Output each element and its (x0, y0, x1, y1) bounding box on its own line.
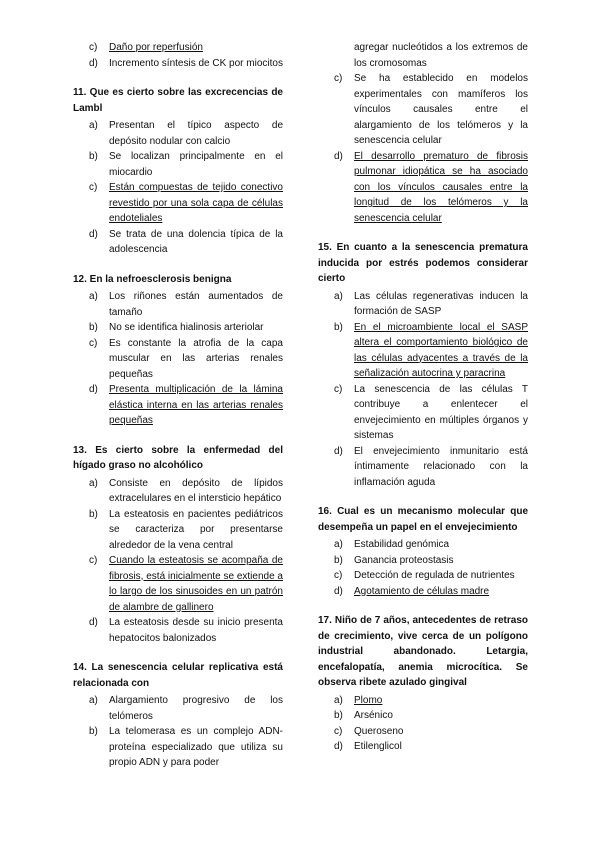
option (318, 537, 528, 553)
option (318, 289, 528, 320)
option-text: Detección de regulada de nutrientes (354, 570, 515, 581)
option-text-correct: Presenta multiplicación de la lámina elástica interna en las arterias renales pequeñas (109, 384, 283, 426)
option-text-correct: Agotamiento de células madre (354, 585, 490, 597)
question-title: 14. La senescencia celular replicativa está relacionada con (73, 662, 283, 689)
option-letter: c) (89, 182, 98, 193)
option-letter: d) (334, 150, 343, 162)
question-15 (318, 240, 528, 490)
option-letter: b) (89, 508, 98, 520)
option-text: Se localizan principalmente en el miocardio (109, 151, 283, 178)
option-text: Etilenglicol (354, 741, 402, 752)
option (318, 724, 528, 740)
question-14-continuation (318, 40, 528, 226)
question-14 (73, 660, 283, 771)
option-text: La esteatosis en pacientes pediátricos se caracteriza por presentarse alrededor de la vena central (109, 508, 283, 551)
option (73, 40, 283, 56)
option-text: Presentan el típico aspecto de depósito nodular con calcio (109, 120, 283, 147)
option-letter: c) (334, 383, 343, 395)
option (73, 382, 283, 429)
option-letter: b) (89, 726, 98, 737)
option-letter: c) (89, 555, 98, 566)
option-text-correct: Cuando la esteatosis se acompaña de fibrosis, está inicialmente se extiende a lo largo de los sinusoides en un patrón de alambre de gallinero (109, 555, 283, 613)
question-10-continuation (73, 40, 283, 71)
question-title: 15. En cuanto a la senescencia prematura inducida por estrés podemos considerar cierto (318, 242, 528, 284)
option-letter: d) (89, 57, 98, 69)
question-title: 13. Es cierto sobre la enfermedad del hígado graso no alcohólico (73, 444, 283, 471)
option-letter: a) (89, 695, 98, 706)
option (318, 693, 528, 709)
option-letter: d) (334, 585, 343, 597)
option (73, 289, 283, 320)
option-text: No se identifica hialinosis arteriolar (109, 322, 264, 333)
option-letter: c) (334, 570, 343, 581)
question-title: 16. Cual es un mecanismo molecular que desempeña un papel en el envejecimiento (318, 506, 528, 533)
question-title: 17. Niño de 7 años, antecedentes de retraso de crecimiento, vive cerca de un polígono industrial abandonado. Letargia, encefalopatía, anemia microcítica. Se observa ribete azulado gingival (318, 615, 528, 688)
option (73, 507, 283, 554)
option-letter: a) (89, 291, 98, 302)
option (73, 336, 283, 383)
option-letter: a) (334, 290, 343, 302)
option (318, 584, 528, 600)
option-letter: d) (89, 228, 98, 240)
option-letter: b) (89, 322, 98, 333)
question-13 (73, 443, 283, 647)
option-text-correct: Están compuestas de tejido conectivo revestido por una sola capa de células endoteliales (109, 182, 283, 224)
option-text: Ganancia proteostasis (354, 554, 454, 566)
option-text: Incremento síntesis de CK por miocitos (109, 57, 283, 69)
option (73, 56, 283, 72)
option (73, 227, 283, 258)
question-title: 11. Que es cierto sobre las excrecencias de Lambl (73, 87, 283, 114)
left-column (73, 40, 283, 785)
option (73, 693, 283, 724)
option-text: Arsénico (354, 710, 393, 721)
option-letter: d) (89, 384, 98, 395)
option-letter: a) (89, 120, 98, 131)
option (318, 320, 528, 382)
option-text: El envejecimiento inmunitario está íntimamente relacionado con la inflamación aguda (354, 445, 528, 488)
option-text: Se trata de una dolencia típica de la adolescencia (109, 228, 283, 255)
option-letter: c) (334, 725, 343, 737)
option-letter: b) (334, 710, 343, 721)
right-column (318, 40, 528, 769)
option-text-correct: El desarrollo prematuro de fibrosis pulmonar idiopática se ha asociado con los vínculos causales entre la longitud de los telómeros y la senescencia celular (354, 150, 528, 224)
option-text: Queroseno (354, 725, 404, 737)
option-letter: b) (89, 151, 98, 162)
option-text: La telomerasa es un complejo ADN-proteína especializado que utiliza su propio ADN y para poder (109, 726, 283, 768)
option-text-correct: Daño por reperfusión (109, 42, 203, 53)
option (73, 180, 283, 227)
option-text: Las células regenerativas inducen la formación de SASP (354, 290, 528, 317)
question-11 (73, 85, 283, 258)
option (318, 444, 528, 491)
option-letter: c) (334, 73, 343, 84)
option-letter: d) (334, 741, 343, 752)
option (73, 149, 283, 180)
question-17 (318, 613, 528, 755)
option-letter: b) (334, 321, 343, 333)
option (318, 568, 528, 584)
option-text: Los riñones están aumentados de tamaño (109, 291, 283, 318)
option-text-correct: En el microambiente local el SASP altera el comportamiento biológico de las células adyacentes a través de la señalización autocrina y paracrina (354, 321, 528, 379)
option-text: Se ha establecido en modelos experimentales con mamíferos los vínculos causales entre el alargamiento de los telómeros y la senescencia celular (354, 73, 528, 146)
question-title: 12. En la nefroesclerosis benigna (73, 273, 232, 285)
option-letter: b) (334, 554, 343, 566)
option-letter: a) (89, 477, 98, 489)
option (318, 553, 528, 569)
option-continuation-text: agregar nucleótidos a los extremos de los cromosomas (354, 42, 528, 69)
option-letter: d) (334, 445, 343, 457)
option-letter: c) (89, 337, 98, 349)
option-text-correct: Plomo (354, 694, 383, 706)
option-letter: d) (89, 617, 98, 628)
option-letter: a) (334, 539, 343, 550)
option-text: La senescencia de las células T contribuye a enlentecer el envejecimiento en múltiples órganos y sistemas (354, 383, 528, 441)
option-letter: a) (334, 694, 343, 706)
option-text: Consiste en depósito de lípidos extracelulares en el intersticio hepático (109, 477, 283, 504)
option-text: La esteatosis desde su inicio presenta hepatocitos balonizados (109, 617, 283, 644)
option-text: Es constante la atrofia de la capa muscular en las arterias renales pequeñas (109, 337, 283, 380)
option (318, 71, 528, 149)
option (318, 708, 528, 724)
option (318, 382, 528, 444)
option (73, 118, 283, 149)
option-text: Alargamiento progresivo de los telómeros (109, 695, 283, 722)
option-letter: c) (89, 42, 98, 53)
option (73, 476, 283, 507)
option (318, 739, 528, 755)
option-text: Estabilidad genómica (354, 539, 450, 550)
option (73, 724, 283, 771)
question-16 (318, 504, 528, 599)
option (73, 553, 283, 615)
option (318, 149, 528, 227)
option (73, 320, 283, 336)
option (73, 615, 283, 646)
question-12 (73, 272, 283, 429)
